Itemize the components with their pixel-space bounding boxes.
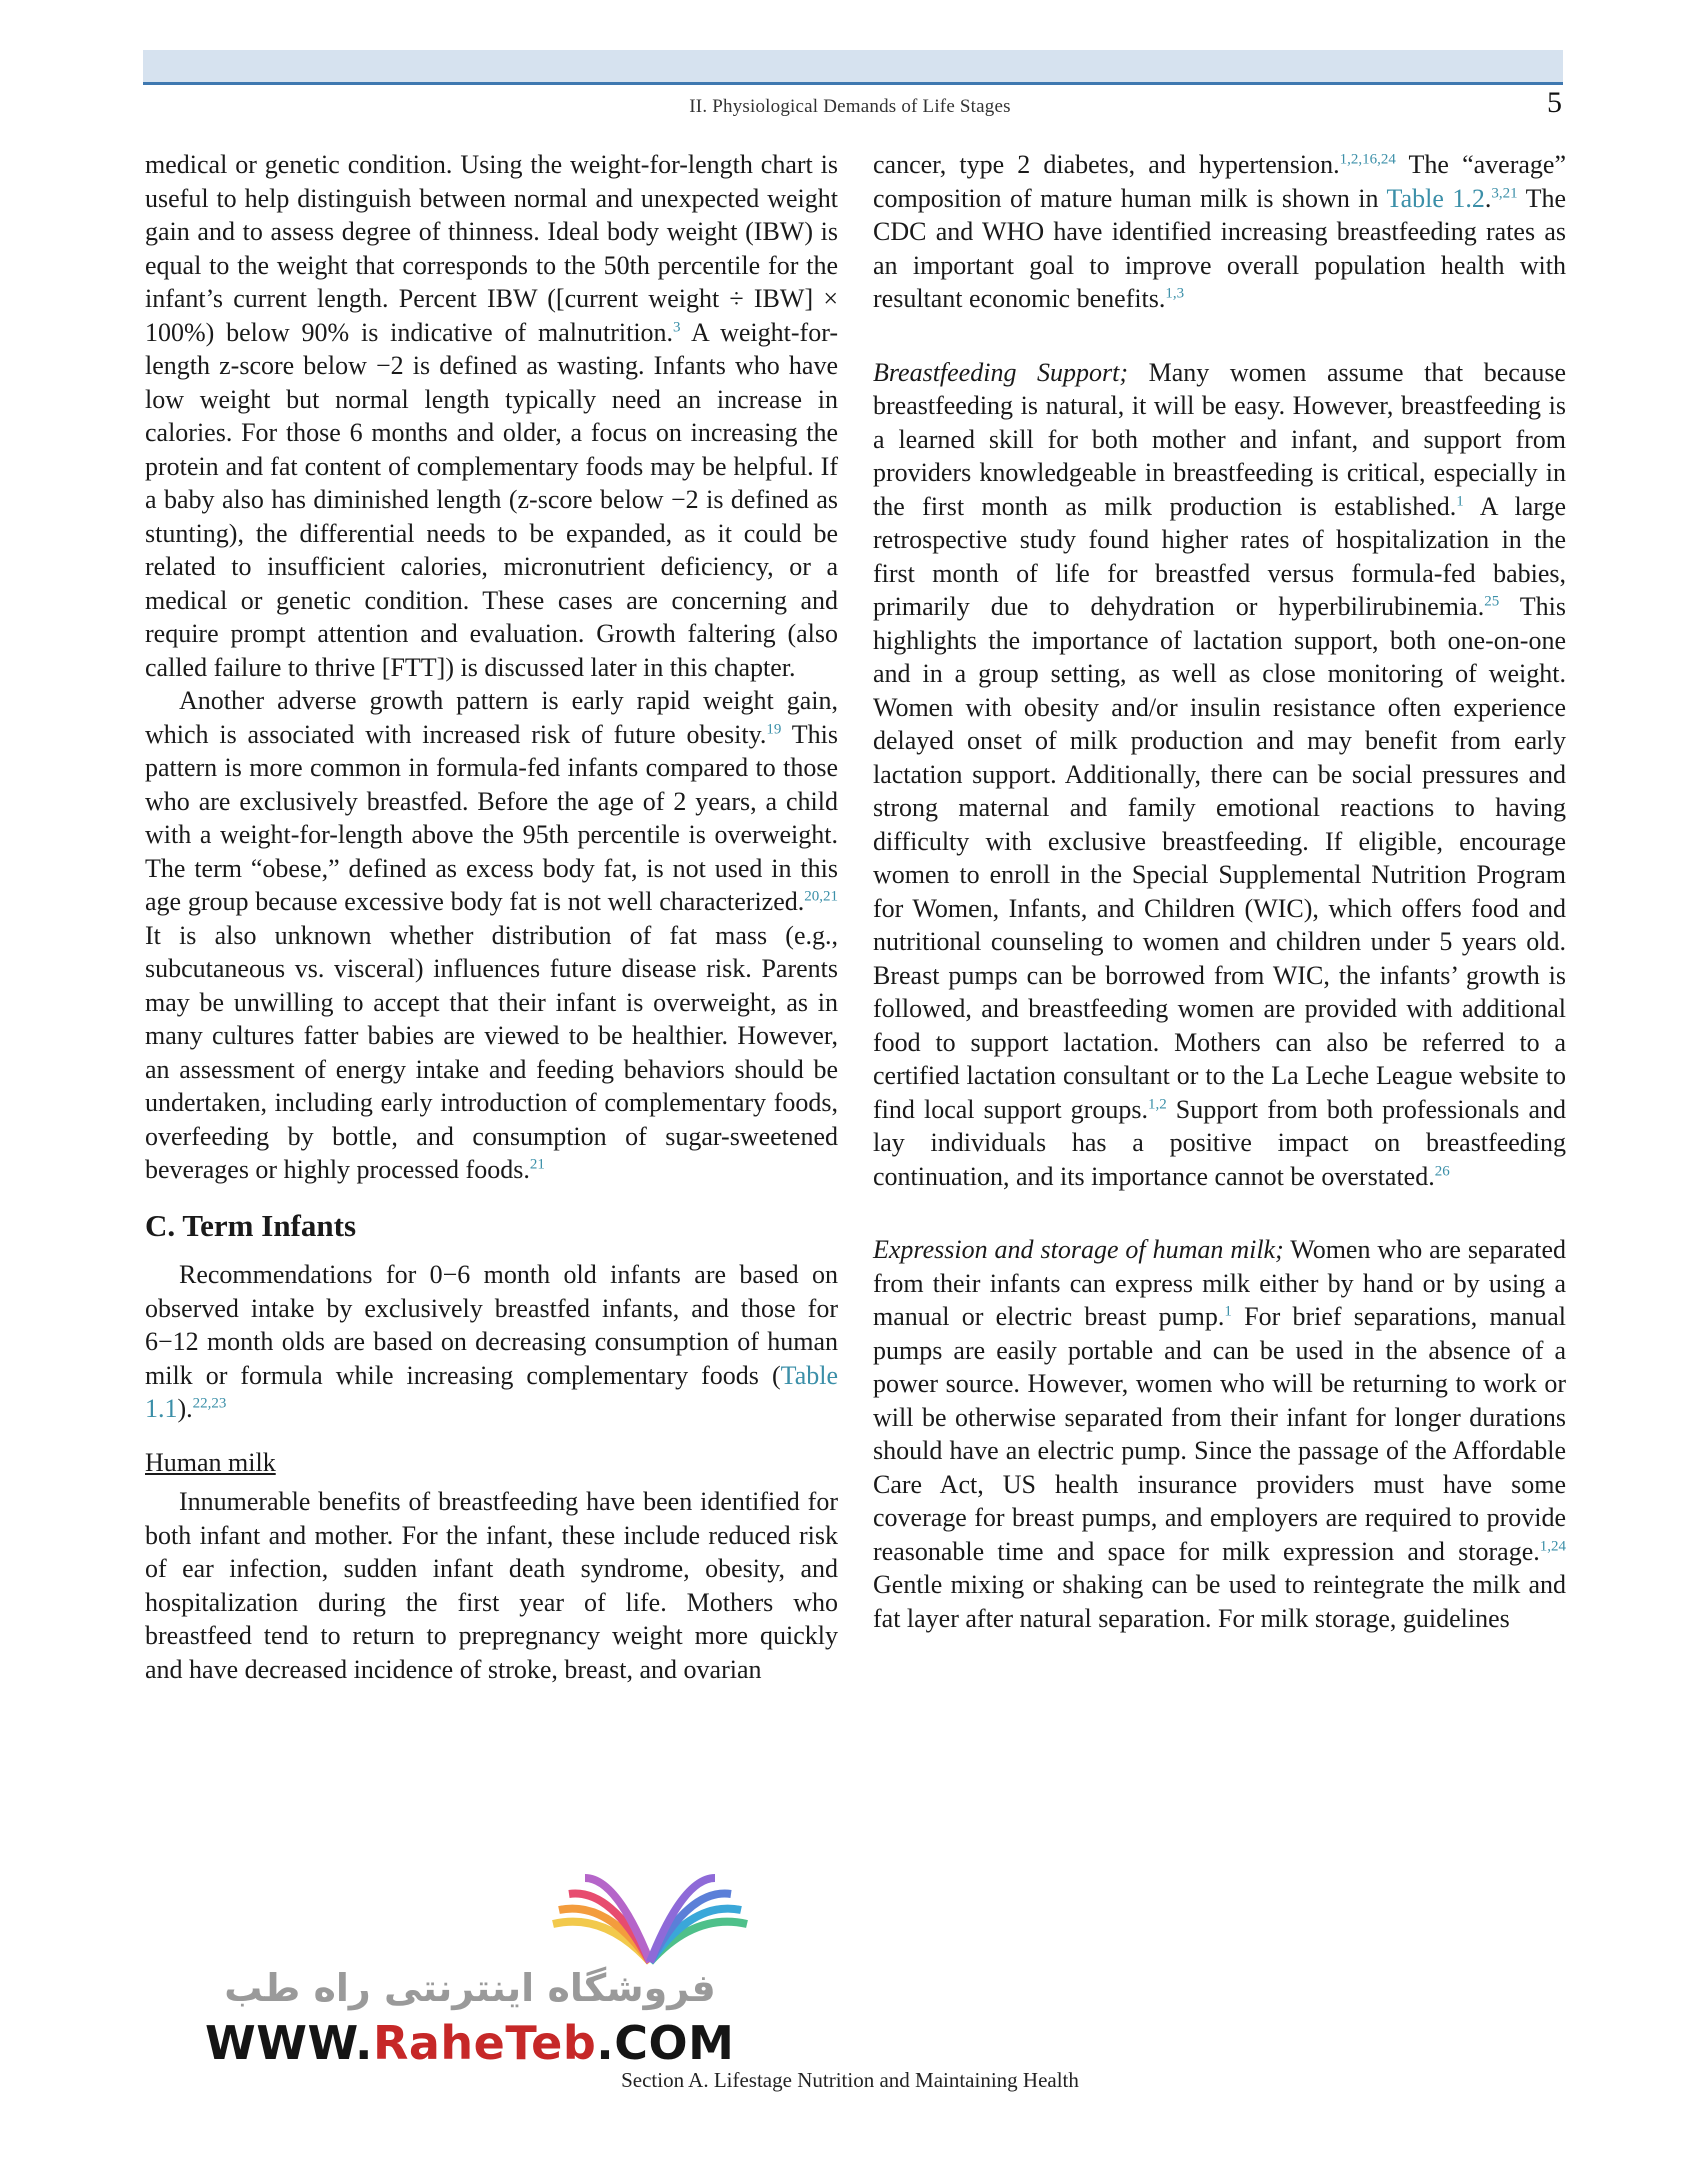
paragraph: Expression and storage of human milk; Women who are separated from their infants can express milk either by hand or by using a manual or electric breast pump.$^1$ For brief separations, manual pumps are easily portable and can be used in the absence of a power source. However, women who will be returning to work or will be otherwise separated from their infant for longer durations should have an electric pump. Since the passage of the Affordable Care Act, US health insurance providers must have some coverage for breast pumps, and employers are required to provide reasonable time and space for milk expression and storage.$^{1,24}$ Gentle mixing or shaking can be used to reintegrate the milk and fat layer after natural separation. For milk storage, guidelines bbox=[873, 1235, 1567, 1633]
watermark-persian-text: فروشگاه اینترنتی راه طب bbox=[224, 1966, 716, 2010]
citation[interactable]: 19 bbox=[766, 720, 782, 737]
section-heading: C. Term Infants bbox=[145, 1207, 357, 1243]
paragraph: Breastfeeding Support; Many women assume that because breastfeeding is natural, it will be easy. However, breastfeeding is a learned skill for both mother and infant, and support from providers knowledgeable in breastfeeding is critical, especially in the first month as milk production is established.$^1$ A large retrospective study found higher rates of hospitalization in the first month of life for breastfed versus formula-fed babies, primarily due to dehydration or hyperbilirubinemia.$^{25}$ This highlights the importance of lactation support, both one-on-one and in a group setting, as well as close monitoring of weight. Women with obesity and/or insulin resistance often experience delayed onset of milk production and may benefit from early lactation support. Additionally, there can be social pressures and strong maternal and family emotional reactions to having difficulty with exclusive breastfeeding. If eligible, encourage women to enroll in the Special Supplemental Nutrition Program for Women, Infants, and Children (WIC), which offers food and nutritional counseling to women and children under 5 years old. Breast pumps can be borrowed from WIC, the infants’ growth is followed, and breastfeeding women are provided with additional food to support lactation. Mothers can also be referred to a certified lactation consultant or to the La Leche League website to find local support groups.$^{1,2}$ Support from both professionals and lay individuals has a positive impact on breastfeeding continuation, and its importance cannot be overstated.$^{26}$ bbox=[873, 357, 1567, 1191]
subheading: Human milk bbox=[145, 1447, 276, 1477]
paragraph: Innumerable benefits of breastfeeding have been identified for both infant and mother. For the infant, these include reduced risk of ear infection, sudden infant death syndrome, obesity, and hospitalization during the first year of life. Mothers who breastfeed tend to return to prepregnancy weight more quickly and have decreased incidence of stroke, breast, and ovarian bbox=[145, 1487, 838, 1684]
watermark bbox=[200, 1872, 740, 2072]
citation[interactable]: 3,21 bbox=[1491, 184, 1518, 201]
table-link[interactable]: Table 1.1 bbox=[145, 1360, 838, 1423]
citation[interactable]: 25 bbox=[1484, 593, 1500, 610]
page-number: 5 bbox=[1547, 86, 1562, 119]
paragraph: cancer, type 2 diabetes, and hypertension.$^{1,2,16,24}$ The “average” composition of mature human milk is shown in Table 1.2.$^{3,21}$ The CDC and WHO have identified increasing breastfeeding rates as an important goal to improve overall population health with resultant economic benefits.$^{1,3}$ bbox=[873, 150, 1567, 313]
citation[interactable]: 1,2 bbox=[1147, 1095, 1167, 1112]
right-column bbox=[873, 148, 1566, 1635]
citation[interactable]: 26 bbox=[1434, 1162, 1450, 1179]
run-in-heading: Breastfeeding Support; bbox=[873, 357, 1129, 387]
citation[interactable]: 20,21 bbox=[804, 888, 838, 905]
watermark-url: WWW.RaheTeb.COM bbox=[205, 2016, 735, 2070]
run-in-heading: Expression and storage of human milk; bbox=[873, 1235, 1284, 1264]
citation[interactable]: 1,2,16,24 bbox=[1339, 151, 1396, 168]
header-band bbox=[143, 50, 1563, 82]
citation[interactable]: 1 bbox=[1456, 492, 1464, 509]
left-column bbox=[145, 148, 838, 1686]
paragraph: Recommendations for 0−6 month old infants are based on observed intake by exclusively breastfed infants, and those for 6−12 month olds are based on decreasing consumption of human milk or formula while increasing complementary foods (Table 1.1).$^{22,23}$ bbox=[145, 1260, 838, 1423]
citation[interactable]: 1,3 bbox=[1165, 285, 1185, 302]
table-link[interactable]: Table 1.2 bbox=[1386, 183, 1485, 213]
paragraph: medical or genetic condition. Using the weight-for-length chart is useful to help distinguish between normal and unexpected weight gain and to assess degree of thinness. Ideal body weight (IBW) is equal to the weight that corresponds to the 50th percentile for the infant’s current length. Percent IBW ([current weight ÷ IBW] × 100%) below 90% is indicative of malnutrition.$^3$ A weight-for-length z-score below −2 is defined as wasting. Infants who have low weight but normal length typically need an increase in calories. For those 6 months and older, a focus on increasing the protein and fat content of complementary foods may be helpful. If a baby also has diminished length (z-score below −2 is defined as stunting), the differential needs to be expanded, as it could be related to insufficient calories, micronutrient deficiency, or a medical or genetic condition. These cases are concerning and require prompt attention and evaluation. Growth faltering (also called failure to thrive [FTT]) is discussed later in this chapter. bbox=[145, 150, 838, 682]
citation[interactable]: 1,24 bbox=[1539, 1537, 1566, 1554]
citation[interactable]: 22,23 bbox=[192, 1395, 227, 1412]
header-rule bbox=[143, 82, 1563, 85]
paragraph: Another adverse growth pattern is early rapid weight gain, which is associated with increased risk of future obesity.$^{19}$ This pattern is more common in formula-fed infants compared to those who are exclusively breastfed. Before the age of 2 years, a child with a weight-for-length above the 95th percentile is overweight. The term “obese,” defined as excess body fat, is not used in this age group because excessive body fat is not well characterized.$^{20,21}$ It is also unknown whether distribution of fat mass (e.g., subcutaneous vs. visceral) influences future disease risk. Parents may be unwilling to accept that their infant is overweight, as in many cultures fatter babies are viewed to be healthier. However, an assessment of energy intake and feeding behaviors should be undertaken, including early introduction of complementary foods, overfeeding by bottle, and consumption of sugar-sweetened beverages or highly processed foods.$^{21}$ bbox=[145, 686, 838, 1184]
citation[interactable]: 21 bbox=[529, 1156, 545, 1173]
open-book-logo-icon bbox=[545, 1872, 755, 1967]
citation[interactable]: 3 bbox=[673, 318, 681, 335]
page-footer: Section A. Lifestage Nutrition and Maintaining Health bbox=[621, 2068, 1079, 2092]
citation[interactable]: 1 bbox=[1224, 1303, 1232, 1320]
running-head: II. Physiological Demands of Life Stages bbox=[689, 96, 1011, 117]
